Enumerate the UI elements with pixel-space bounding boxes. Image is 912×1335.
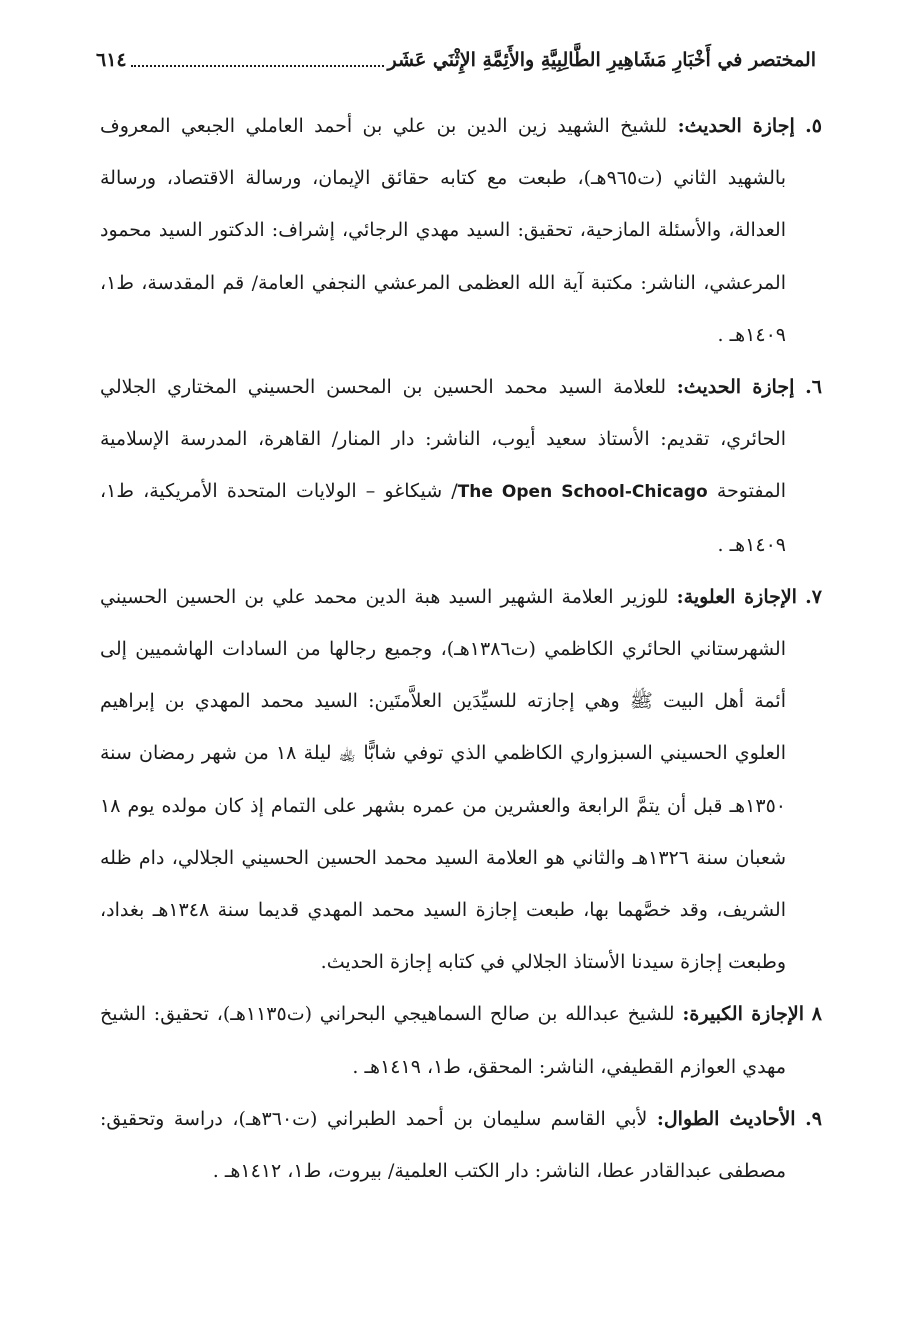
entry-text-continued: / شيكاغو – الولايات المتحدة الأمريكية، ط١، ١٤٠٩هـ .	[100, 480, 786, 556]
entry-text: للوزير العلامة الشهير السيد هبة الدين محمد علي بن الحسين الحسيني الشهرستاني الحائري الكاظمي (ت١٣٨٦هـ)، وجميع رجالها من السادات الهاشميين إلى أئمة أهل البيت ﷺ وهي إجازته للسيِّدَين العلاَّمتَين: السيد محمد المهدي بن إبراهيم العلوي الحسيني السبزواري الكاظمي الذي توفي شابًّا ﵀ ليلة ١٨ من شهر رمضان سنة ١٣٥٠هـ قبل أن يتمَّ الرابعة والعشرين من عمره بشهر على التمام إذ كان مولده يوم ١٨ شعبان سنة ١٣٢٦هـ والثاني هو العلامة السيد محمد الحسين الحسيني الجلالي، دام ظله الشريف، وقد خصَّهما بها، طبعت إجازة السيد محمد المهدي قديما سنة ١٣٤٨هـ بغداد، وطبعت إجازة سيدنا الأستاذ الجلالي في كتابه إجازة الحديث.	[100, 585, 787, 974]
entry-number: ٧.	[805, 585, 822, 608]
bibliography-entry-5	[100, 100, 822, 361]
entry-text: لأبي القاسم سليمان بن أحمد الطبراني (ت٣٦٠هـ)، دراسة وتحقيق: مصطفى عبدالقادر عطا، الناشر: دار الكتب العلمية/ بيروت، ط١، ١٤١٢هـ .	[100, 1107, 786, 1183]
bibliography-entry-9	[100, 1093, 822, 1197]
header-leader-dots	[131, 64, 384, 67]
entry-number: ٩.	[805, 1107, 822, 1130]
entry-title: الإجازة العلوية:	[676, 585, 797, 608]
entry-text: للشيخ الشهيد زين الدين بن علي بن أحمد العاملي الجبعي المعروف بالشهيد الثاني (ت٩٦٥هـ)، طبعت مع كتابه حقائق الإيمان، ورسالة الاقتصاد، ورسالة العدالة، والأسئلة المازحية، تحقيق: السيد مهدي الرجائي، إشراف: الدكتور السيد محمود المرعشي، الناشر: مكتبة آية الله العظمى المرعشي النجفي العامة/ قم المقدسة، ط١، ١٤٠٩هـ .	[100, 115, 787, 346]
entry-title: الأحاديث الطوال:	[656, 1107, 796, 1130]
entry-number: ٨	[811, 1003, 823, 1026]
bibliography-entry-8	[100, 988, 822, 1092]
entry-text: للعلامة السيد محمد الحسين بن المحسن الحسيني المختاري الجلالي الحائري، تقديم: الأستاذ سعيد أيوب، الناشر: دار المنار/ القاهرة، المدرسة الإسلامية المفتوحة	[100, 376, 786, 503]
bibliography-list	[100, 100, 822, 1197]
running-title: المختصر في أَخْبَارِ مَشَاهِيرِ الطَّالِبِيَّةِ والأَئِمَّةِ الإِثْنَي عَشَر	[387, 49, 816, 71]
entry-text: للشيخ عبدالله بن صالح السماهيجي البحراني (ت١١٣٥هـ)، تحقيق: الشيخ مهدي العوازم القطيفي، الناشر: المحقق، ط١، ١٤١٩هـ .	[100, 1003, 786, 1078]
bibliography-entry-7	[100, 571, 822, 989]
entry-number: ٦.	[805, 376, 822, 399]
entry-title: إجازة الحديث:	[676, 376, 795, 399]
entry-number: ٥.	[805, 115, 822, 137]
entry-title: إجازة الحديث:	[677, 115, 795, 137]
entry-title: الإجازة الكبيرة:	[682, 1003, 805, 1026]
page-number: ٦١٤	[96, 49, 127, 71]
running-header	[96, 36, 816, 80]
bibliography-entry-6	[100, 361, 822, 571]
entry-latin-publisher: The Open School-Chicago	[457, 482, 708, 503]
